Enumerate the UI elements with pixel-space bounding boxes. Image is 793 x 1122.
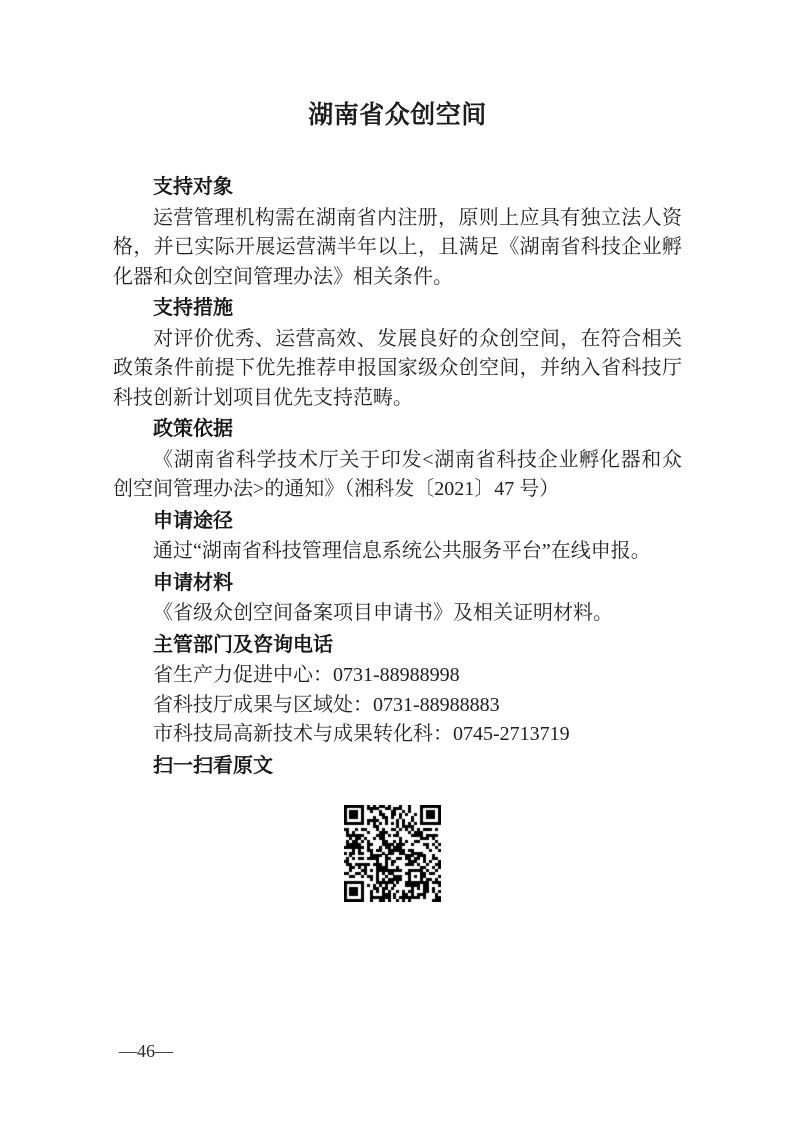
paragraph: 运营管理机构需在湖南省内注册，原则上应具有独立法人资格，并已实际开展运营满半年以上，且满足《湖南省科技企业孵化器和众创空间管理办法》相关条件。 bbox=[113, 206, 682, 288]
section-heading: 扫一扫看原文 bbox=[153, 754, 273, 777]
sections bbox=[113, 173, 682, 781]
section-heading: 主管部门及咨询电话 bbox=[153, 633, 333, 656]
section-heading: 申请途径 bbox=[153, 509, 233, 532]
document-content bbox=[113, 0, 682, 782]
page-number: —46— bbox=[119, 1041, 173, 1061]
paragraph: 《省级众创空间备案项目申请书》及相关证明材料。 bbox=[153, 602, 613, 624]
page-title: 湖南省众创空间 bbox=[308, 102, 487, 129]
qr-code-block bbox=[344, 805, 441, 902]
section-heading: 支持对象 bbox=[153, 176, 233, 198]
qr-code bbox=[344, 805, 441, 902]
paragraph: 对评价优秀、运营高效、发展良好的众创空间，在符合相关政策条件前提下优先推荐申报国家级众创空间，并纳入省科技厅科技创新计划项目优先支持范畴。 bbox=[113, 327, 682, 409]
paragraph: 省生产力促进中心：0731-88988998 bbox=[153, 664, 460, 686]
paragraph: 通过“湖南省科技管理信息系统公共服务平台”在线申报。 bbox=[153, 540, 651, 562]
paragraph: 省科技厅成果与区域处：0731-88988883 bbox=[153, 693, 500, 716]
paragraph: 市科技局高新技术与成果转化科：0745-2713719 bbox=[153, 723, 570, 745]
section-heading: 申请材料 bbox=[153, 571, 233, 594]
section-heading: 支持措施 bbox=[153, 297, 233, 319]
section-heading: 政策依据 bbox=[153, 418, 233, 440]
paragraph: 《湖南省科学技术厅关于印发<湖南省科技企业孵化器和众创空间管理办法>的通知》（湘科发〔2021〕47 号） bbox=[113, 448, 682, 500]
